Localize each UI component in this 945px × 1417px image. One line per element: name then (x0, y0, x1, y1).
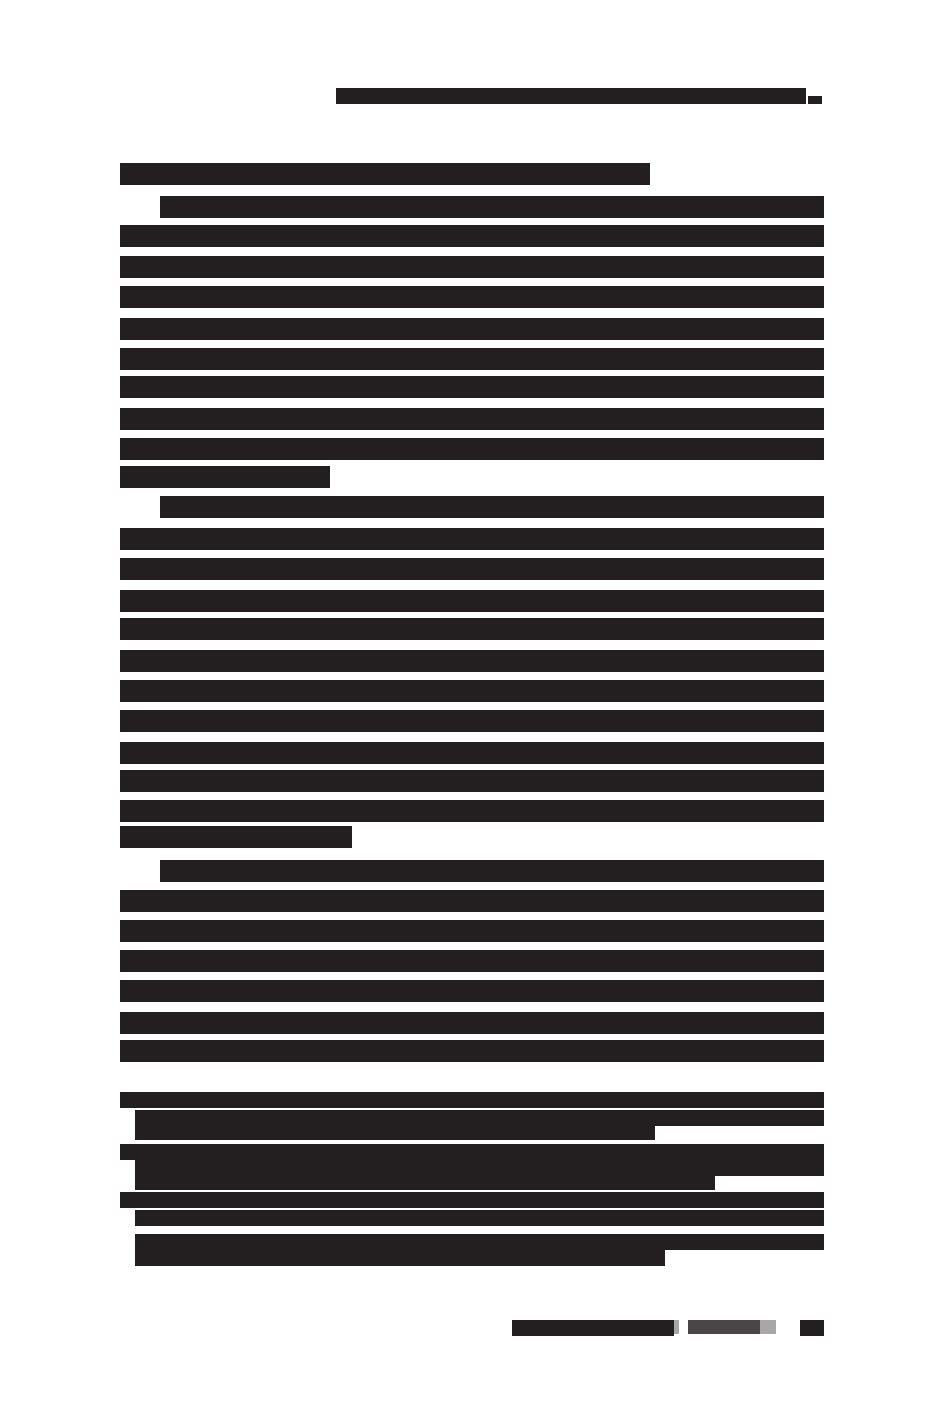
running-head-redaction (336, 88, 806, 104)
redacted-line (120, 710, 824, 732)
redacted-line (160, 496, 824, 518)
redacted-line (120, 618, 824, 640)
redacted-line (120, 950, 824, 972)
footer-separator (674, 1320, 679, 1334)
redacted-line (120, 650, 824, 672)
redacted-footnote-line (135, 1124, 655, 1140)
page-number (0, 0, 1, 1)
redacted-line (120, 770, 824, 792)
redacted-footnote-line (135, 1174, 715, 1190)
redacted-footnote-line (120, 1192, 824, 1208)
redacted-line (160, 860, 824, 882)
redacted-footnote-line (120, 1144, 824, 1160)
redacted-footnote-line (135, 1210, 824, 1226)
redacted-line (120, 286, 824, 308)
redacted-line (120, 466, 330, 488)
redacted-line (120, 1040, 824, 1062)
redacted-line (120, 225, 824, 247)
page-number-redaction (800, 1320, 824, 1336)
redacted-footnote-line (120, 1092, 824, 1108)
redacted-footnote-line (135, 1234, 824, 1250)
footer-section-redaction (688, 1320, 760, 1334)
redacted-line (120, 348, 824, 370)
redacted-line (120, 826, 352, 848)
redacted-line (120, 163, 650, 185)
redacted-line (120, 376, 824, 398)
footer-section (0, 0, 1, 1)
redacted-line (120, 800, 824, 822)
redacted-line (120, 1012, 824, 1034)
footer-accent (760, 1320, 776, 1334)
redacted-line (120, 590, 824, 612)
redacted-line (120, 528, 824, 550)
running-head-redaction-tail (808, 96, 822, 104)
redacted-line (120, 980, 824, 1002)
redacted-line (120, 318, 824, 340)
redacted-line (120, 742, 824, 764)
redacted-line (120, 890, 824, 912)
redacted-line (120, 680, 824, 702)
footer-title-redaction (512, 1320, 674, 1336)
redacted-line (120, 256, 824, 278)
redacted-line (120, 920, 824, 942)
redacted-line (120, 438, 824, 460)
redacted-footnote-line (135, 1250, 665, 1266)
redacted-line (120, 558, 824, 580)
footer-running-title (0, 0, 1, 1)
redacted-line (160, 196, 824, 218)
redacted-line (120, 408, 824, 430)
running-head-text (0, 0, 1, 1)
